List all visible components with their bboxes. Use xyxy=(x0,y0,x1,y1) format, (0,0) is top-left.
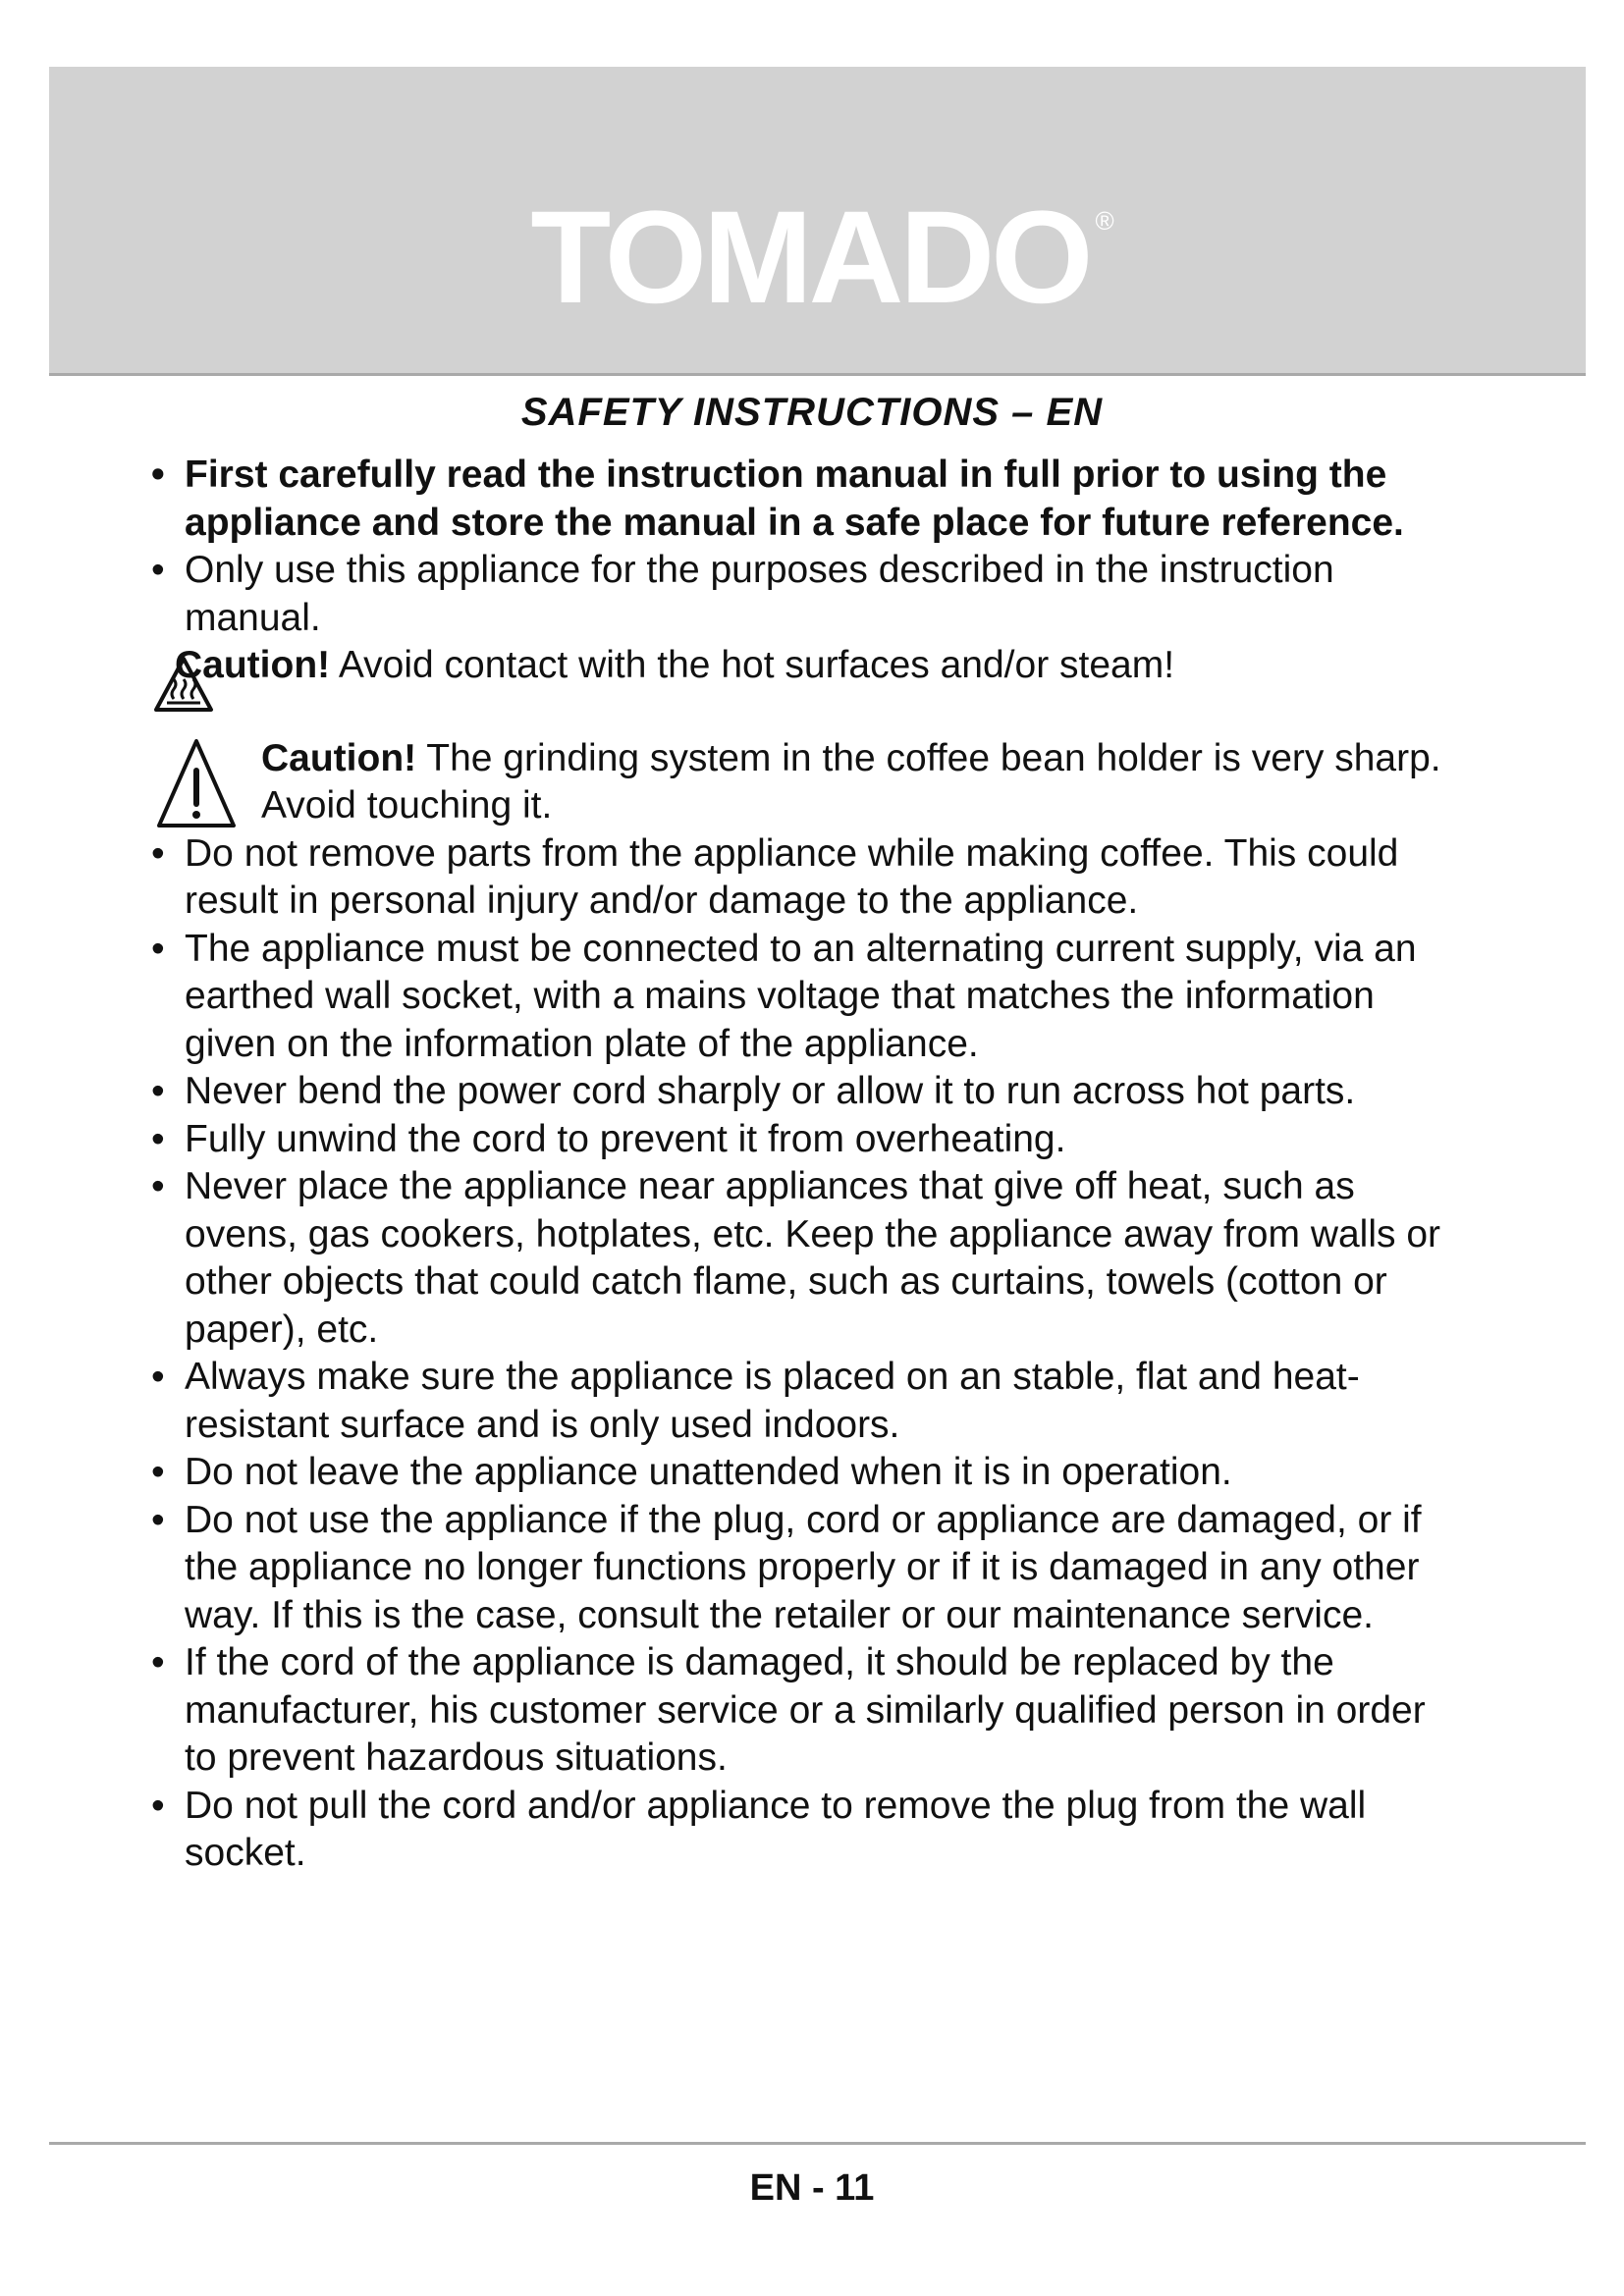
caution-sharp-grinder xyxy=(147,735,1463,830)
list-item xyxy=(147,1639,1463,1783)
list-item-text: Do not use the appliance if the plug, cord or appliance are damaged, or if the appliance no longer functions properly or if it is damaged in any other way. If this is the case, consult the retailer or our maintenance service. xyxy=(185,1498,1422,1636)
page-number: EN - 11 xyxy=(749,2167,875,2209)
caution-text: The grinding system in the coffee bean holder is very sharp. Avoid touching it. xyxy=(261,736,1441,827)
list-item-text: Always make sure the appliance is placed on an stable, flat and heat-resistant surface and is only used indoors. xyxy=(185,1356,1360,1446)
bullet-icon: • xyxy=(151,1070,165,1112)
list-item xyxy=(147,1163,1463,1354)
hot-surface-icon xyxy=(153,656,214,713)
caution-hot-surface xyxy=(147,642,1463,690)
list-item xyxy=(147,1449,1463,1497)
list-item-text: If the cord of the appliance is damaged, it should be replaced by the manufacturer, his customer service or a similarly qualified person in order to prevent hazardous situations. xyxy=(185,1641,1426,1779)
bullet-icon: • xyxy=(151,454,165,496)
list-item xyxy=(147,1068,1463,1116)
caution-text: Avoid contact with the hot surfaces and/or steam! xyxy=(330,644,1175,686)
bullet-icon: • xyxy=(151,1641,165,1683)
warning-triangle-icon xyxy=(155,737,238,831)
list-item-text: Fully unwind the cord to prevent it from overheating. xyxy=(185,1117,1066,1160)
list-item xyxy=(147,452,1463,547)
list-item-text: Never bend the power cord sharply or allow it to run across hot parts. xyxy=(185,1070,1356,1112)
list-item-text: First carefully read the instruction manual in full prior to using the appliance and store the manual in a safe place for future reference. xyxy=(185,454,1404,544)
bullet-icon: • xyxy=(151,831,165,875)
bullet-icon: • xyxy=(151,549,165,591)
list-item xyxy=(147,1116,1463,1164)
caution-label: Caution! xyxy=(261,736,417,779)
list-item xyxy=(147,830,1463,926)
list-item-text: Do not remove parts from the appliance while making coffee. This could result in personal injury and/or damage to the appliance. xyxy=(185,831,1399,922)
bullet-icon: • xyxy=(151,1356,165,1398)
registered-mark: ® xyxy=(1095,206,1110,236)
list-item-text: Never place the appliance near appliances that give off heat, such as ovens, gas cookers, hotplates, etc. Keep the appliance away from walls or other objects that could catch flame, such as curtains, towels (cotton or paper), etc. xyxy=(185,1165,1441,1351)
list-item xyxy=(147,547,1463,642)
list-item-text: Do not leave the appliance unattended when it is in operation. xyxy=(185,1451,1232,1493)
header-band xyxy=(49,67,1586,376)
bullet-icon: • xyxy=(151,927,165,970)
footer-divider xyxy=(49,2142,1586,2145)
list-item-text: Only use this appliance for the purposes described in the instruction manual. xyxy=(185,549,1334,639)
list-item-text: Do not pull the cord and/or appliance to remove the plug from the wall socket. xyxy=(185,1784,1367,1874)
list-item xyxy=(147,926,1463,1069)
list-item xyxy=(147,1783,1463,1878)
list-item xyxy=(147,1497,1463,1640)
bullet-icon: • xyxy=(151,1117,165,1160)
safety-instructions-list xyxy=(147,452,1463,1878)
bullet-icon: • xyxy=(151,1451,165,1493)
caution-label: Caution! xyxy=(175,644,331,686)
section-title: SAFETY INSTRUCTIONS – EN xyxy=(520,391,1104,434)
list-item xyxy=(147,1354,1463,1449)
brand-logo xyxy=(49,185,1586,331)
bullet-icon: • xyxy=(151,1165,165,1207)
bullet-icon: • xyxy=(151,1498,165,1541)
bullet-icon: • xyxy=(151,1784,165,1827)
list-item-text: The appliance must be connected to an alternating current supply, via an earthed wall socket, with a mains voltage that matches the information given on the information plate of the appliance. xyxy=(185,927,1417,1065)
logo-text: TOMADO xyxy=(530,185,1090,331)
